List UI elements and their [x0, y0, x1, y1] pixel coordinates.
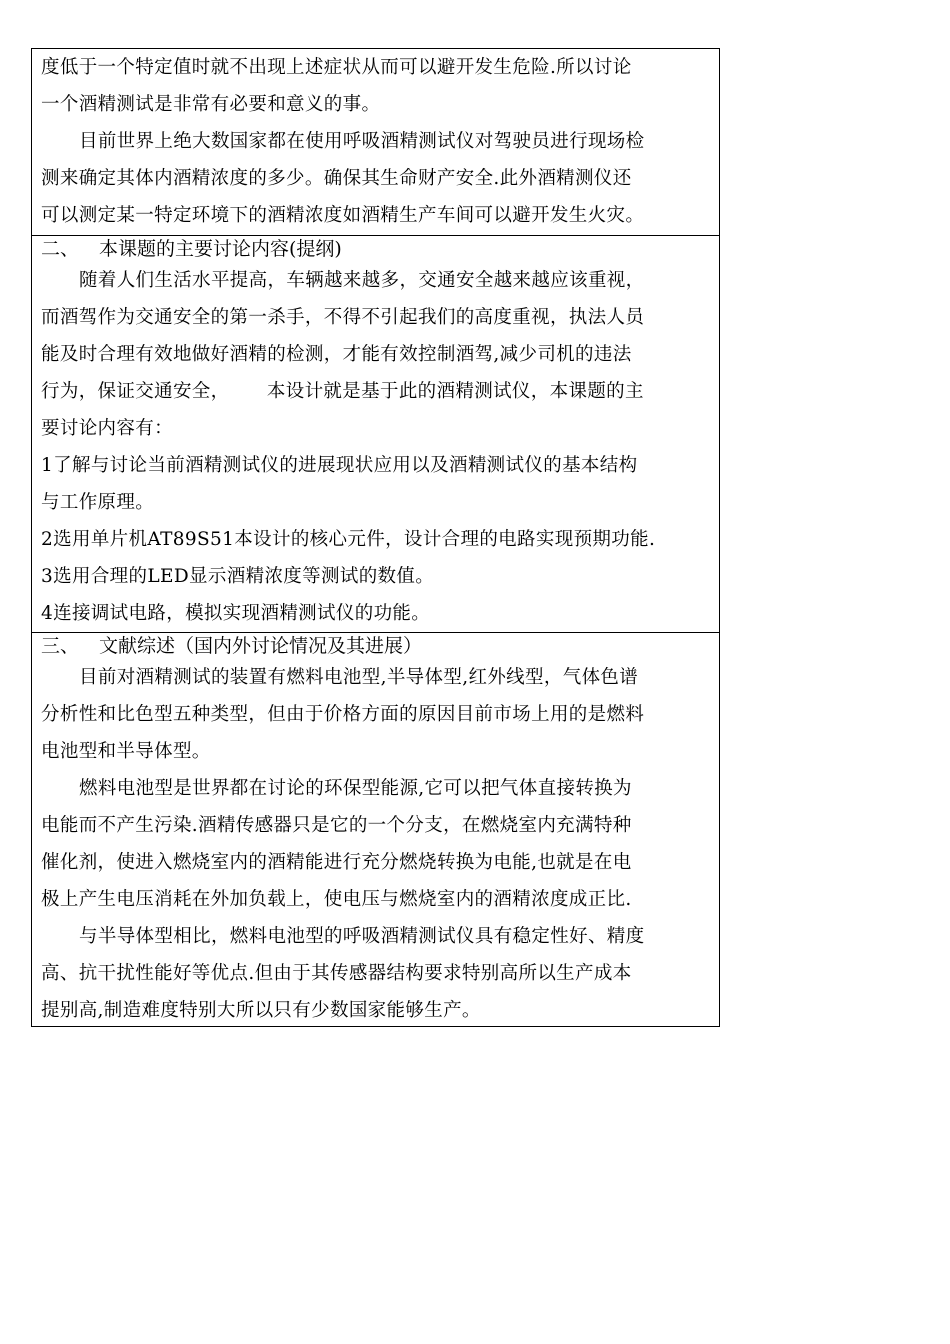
section-number: 三、: [41, 635, 80, 657]
section-title: 文献综述（国内外讨论情况及其进展）: [99, 635, 423, 657]
section-title: 本课题的主要讨论内容(提纲): [99, 238, 342, 260]
section-heading: [41, 633, 710, 659]
proposal-table: [31, 48, 720, 1027]
paragraph-line: 目前对酒精测试的装置有燃料电池型,半导体型,红外线型，气体色谱: [79, 667, 639, 688]
paragraph-line: 要讨论内容有：: [41, 418, 173, 439]
paragraph-line: 随着人们生活水平提高，车辆越来越多，交通安全越来越应该重视，: [79, 270, 645, 291]
paragraph-line: 分析性和比色型五种类型，但由于价格方面的原因目前市场上用的是燃料: [41, 704, 645, 725]
paragraph-line: 一个酒精测试是非常有必要和意义的事。: [41, 94, 381, 115]
paragraph-line: 催化剂，使进入燃烧室内的酒精能进行充分燃烧转换为电能,也就是在电: [41, 852, 632, 873]
paragraph-line: 电池型和半导体型。: [41, 741, 211, 762]
section-body: [41, 262, 710, 632]
paragraph-line: 测来确定其体内酒精浓度的多少。确保其生命财产安全.此外酒精测仪还: [41, 168, 632, 189]
paragraph-line: 度低于一个特定值时就不出现上述症状从而可以避开发生危险.所以讨论: [41, 57, 632, 78]
paragraph-line: 提别高,制造难度特别大所以只有少数国家能够生产。: [41, 1000, 481, 1021]
paragraph-line: 电能而不产生污染.酒精传感器只是它的一个分支，在燃烧室内充满特种: [41, 815, 632, 836]
list-item-continuation: 与工作原理。: [41, 492, 155, 513]
list-item: 2选用单片机AT89S51本设计的核心元件，设计合理的电路实现预期功能.: [41, 529, 656, 550]
paragraph-line: 高、抗干扰性能好等优点.但由于其传感器结构要求特别高所以生产成本: [41, 963, 632, 984]
research-content-cell: [32, 236, 719, 633]
literature-review-cell: [32, 633, 719, 1026]
section-body: [41, 659, 710, 1029]
paragraph-line: 与半导体型相比，燃料电池型的呼吸酒精测试仪具有稳定性好、精度: [79, 926, 645, 947]
paragraph-line: 燃料电池型是世界都在讨论的环保型能源,它可以把气体直接转换为: [79, 778, 632, 799]
paragraph-line: 极上产生电压消耗在外加负载上，使电压与燃烧室内的酒精浓度成正比.: [41, 889, 632, 910]
paragraph-line: 可以测定某一特定环境下的酒精浓度如酒精生产车间可以避开发生火灾。: [41, 205, 645, 226]
paragraph-line: 目前世界上绝大数国家都在使用呼吸酒精测试仪对驾驶员进行现场检: [79, 131, 645, 152]
background-cell: [32, 49, 719, 236]
paragraph-line: 行为，保证交通安全， 本设计就是基于此的酒精测试仪，本课题的主: [41, 381, 644, 402]
list-item: 4连接调试电路，模拟实现酒精测试仪的功能。: [41, 603, 431, 624]
list-item: 1了解与讨论当前酒精测试仪的进展现状应用以及酒精测试仪的基本结构: [41, 455, 638, 476]
paragraph-line: 能及时合理有效地做好酒精的检测，才能有效控制酒驾,减少司机的违法: [41, 344, 632, 365]
section-heading: [41, 236, 710, 262]
paragraph-line: 而酒驾作为交通安全的第一杀手，不得不引起我们的高度重视，执法人员: [41, 307, 645, 328]
section-number: 二、: [41, 238, 80, 260]
list-item: 3选用合理的LED显示酒精浓度等测试的数值。: [41, 566, 435, 587]
